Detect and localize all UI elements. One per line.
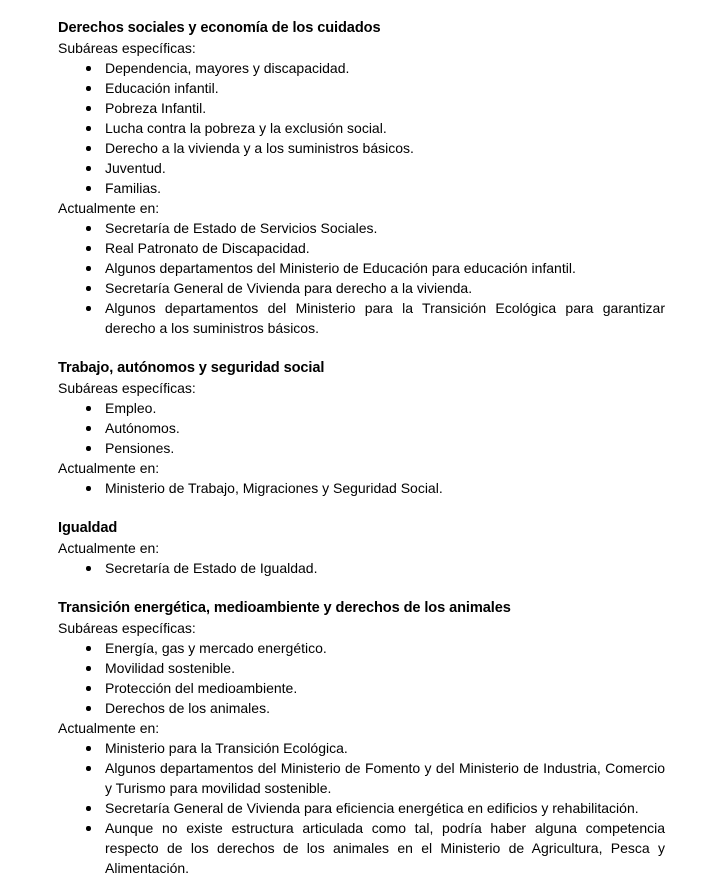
current-list (58, 558, 665, 578)
subareas-label: Subáreas específicas: (58, 40, 196, 56)
list-item: Juventud. (58, 158, 665, 178)
subareas-label: Subáreas específicas: (58, 620, 196, 636)
document-content (58, 18, 665, 878)
list-item: Real Patronato de Discapacidad. (58, 238, 665, 258)
current-label: Actualmente en: (58, 720, 160, 736)
list-item: Secretaría General de Vivienda para derecho a la vivienda. (58, 278, 665, 298)
list-item: Energía, gas y mercado energético. (58, 638, 665, 658)
list-item: Empleo. (58, 398, 665, 418)
current-label: Actualmente en: (58, 540, 160, 556)
current-list (58, 478, 665, 498)
list-item: Secretaría General de Vivienda para eficiencia energética en edificios y rehabilitación. (58, 798, 665, 818)
current-list (58, 218, 665, 338)
list-item: Ministerio de Trabajo, Migraciones y Seguridad Social. (58, 478, 665, 498)
section-heading: Derechos sociales y economía de los cuidados (58, 20, 381, 36)
list-item: Autónomos. (58, 418, 665, 438)
list-item: Algunos departamentos del Ministerio para la Transición Ecológica para garantizar derecho a los suministros básicos. (58, 298, 665, 338)
section-heading: Transición energética, medioambiente y derechos de los animales (58, 600, 511, 616)
section-heading: Igualdad (58, 520, 118, 536)
document-section (58, 18, 665, 338)
document-section (58, 358, 665, 498)
list-item: Dependencia, mayores y discapacidad. (58, 58, 665, 78)
section-heading: Trabajo, autónomos y seguridad social (58, 360, 325, 376)
list-item: Pensiones. (58, 438, 665, 458)
list-item: Algunos departamentos del Ministerio de Educación para educación infantil. (58, 258, 665, 278)
list-item: Familias. (58, 178, 665, 198)
subareas-label: Subáreas específicas: (58, 380, 196, 396)
document-section (58, 598, 665, 878)
list-item: Derechos de los animales. (58, 698, 665, 718)
list-item: Algunos departamentos del Ministerio de Fomento y del Ministerio de Industria, Comercio y Turismo para movilidad sostenible. (58, 758, 665, 798)
current-label: Actualmente en: (58, 460, 160, 476)
list-item: Pobreza Infantil. (58, 98, 665, 118)
current-label: Actualmente en: (58, 200, 160, 216)
list-item: Derecho a la vivienda y a los suministros básicos. (58, 138, 665, 158)
list-item: Aunque no existe estructura articulada como tal, podría haber alguna competencia respecto de los derechos de los animales en el Ministerio de Agricultura, Pesca y Alimentación. (58, 818, 665, 878)
list-item: Movilidad sostenible. (58, 658, 665, 678)
list-item: Educación infantil. (58, 78, 665, 98)
list-item: Secretaría de Estado de Igualdad. (58, 558, 665, 578)
list-item: Protección del medioambiente. (58, 678, 665, 698)
document-section (58, 518, 665, 578)
current-list (58, 738, 665, 878)
list-item: Lucha contra la pobreza y la exclusión social. (58, 118, 665, 138)
list-item: Secretaría de Estado de Servicios Sociales. (58, 218, 665, 238)
subareas-list (58, 58, 665, 198)
subareas-list (58, 638, 665, 718)
list-item: Ministerio para la Transición Ecológica. (58, 738, 665, 758)
subareas-list (58, 398, 665, 458)
